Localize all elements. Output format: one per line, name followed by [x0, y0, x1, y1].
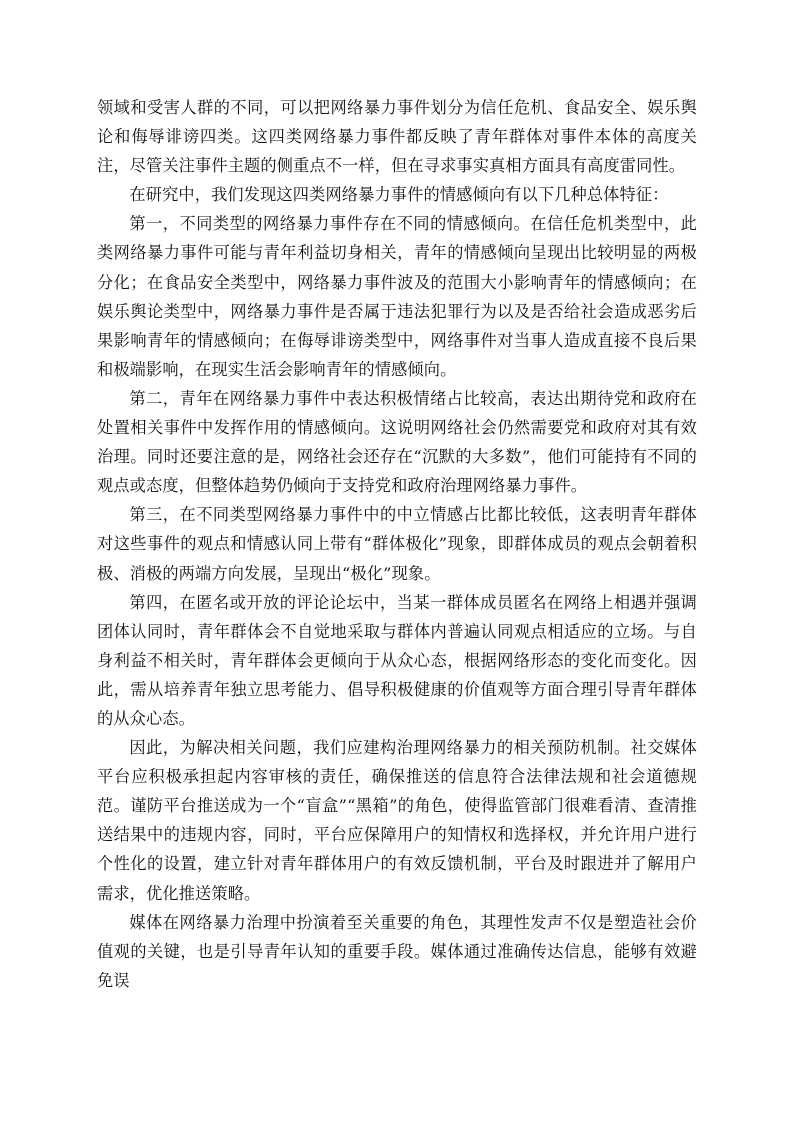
- paragraph-7: 媒体在网络暴力治理中扮演着至关重要的角色，其理性发声不仅是塑造社会价值观的关键，也是引导青年认知的重要手段。媒体通过准确传达信息，能够有效避免误: [97, 912, 697, 990]
- paragraph-5: 第四，在匿名或开放的评论论坛中，当某一群体成员匿名在网络上相遇并强调团体认同时，青年群体会不自觉地采取与群体内普遍认同观点相适应的立场。与自身利益不相关时，青年群体会更倾向于从众心态，根据网络形态的变化而变化。因此，需从培养青年独立思考能力、倡导积极健康的价值观等方面合理引导青年群体的从众心态。: [97, 592, 697, 728]
- paragraph-2: 第一，不同类型的网络暴力事件存在不同的情感倾向。在信任危机类型中，此类网络暴力事件可能与青年利益切身相关，青年的情感倾向呈现出比较明显的两极分化；在食品安全类型中，网络暴力事件波及的范围大小影响青年的情感倾向；在娱乐舆论类型中，网络暴力事件是否属于违法犯罪行为以及是否给社会造成恶劣后果影响青年的情感倾向；在侮辱诽谤类型中，网络事件对当事人造成直接不良后果和极端影响，在现实生活会影响青年的情感倾向。: [97, 214, 697, 379]
- paragraph-1: 在研究中，我们发现这四类网络暴力事件的情感倾向有以下几种总体特征：: [129, 185, 669, 205]
- document-body: [97, 93, 697, 995]
- paragraph-3: 第二，青年在网络暴力事件中表达积极情绪占比较高，表达出期待党和政府在处置相关事件中发挥作用的情感倾向。这说明网络社会仍然需要党和政府对其有效治理。同时还要注意的是，网络社会还存在“沉默的大多数”，他们可能持有不同的观点或态度，但整体趋势仍倾向于支持党和政府治理网络暴力事件。: [97, 388, 697, 496]
- paragraph-4: 第三，在不同类型网络暴力事件中的中立情感占比都比较低，这表明青年群体对这些事件的观点和情感认同上带有“群体极化”现象，即群体成员的观点会朝着积极、消极的两端方向发展，呈现出“极化”现象。: [97, 505, 697, 583]
- paragraph-0: 领域和受害人群的不同，可以把网络暴力事件划分为信任危机、食品安全、娱乐舆论和侮辱诽谤四类。这四类网络暴力事件都反映了青年群体对事件本体的高度关注，尽管关注事件主题的侧重点不一样，但在寻求事实真相方面具有高度雷同性。: [97, 98, 697, 176]
- paragraph-6: 因此，为解决相关问题，我们应建构治理网络暴力的相关预防机制。社交媒体平台应积极承担起内容审核的责任，确保推送的信息符合法律法规和社会道德规范。谨防平台推送成为一个“盲盒”“黑箱”的角色，使得监管部门很难看清、查清推送结果中的违规内容，同时，平台应保障用户的知情权和选择权，并允许用户进行个性化的设置，建立针对青年群体用户的有效反馈机制，平台及时跟进并了解用户需求，优化推送策略。: [97, 738, 697, 903]
